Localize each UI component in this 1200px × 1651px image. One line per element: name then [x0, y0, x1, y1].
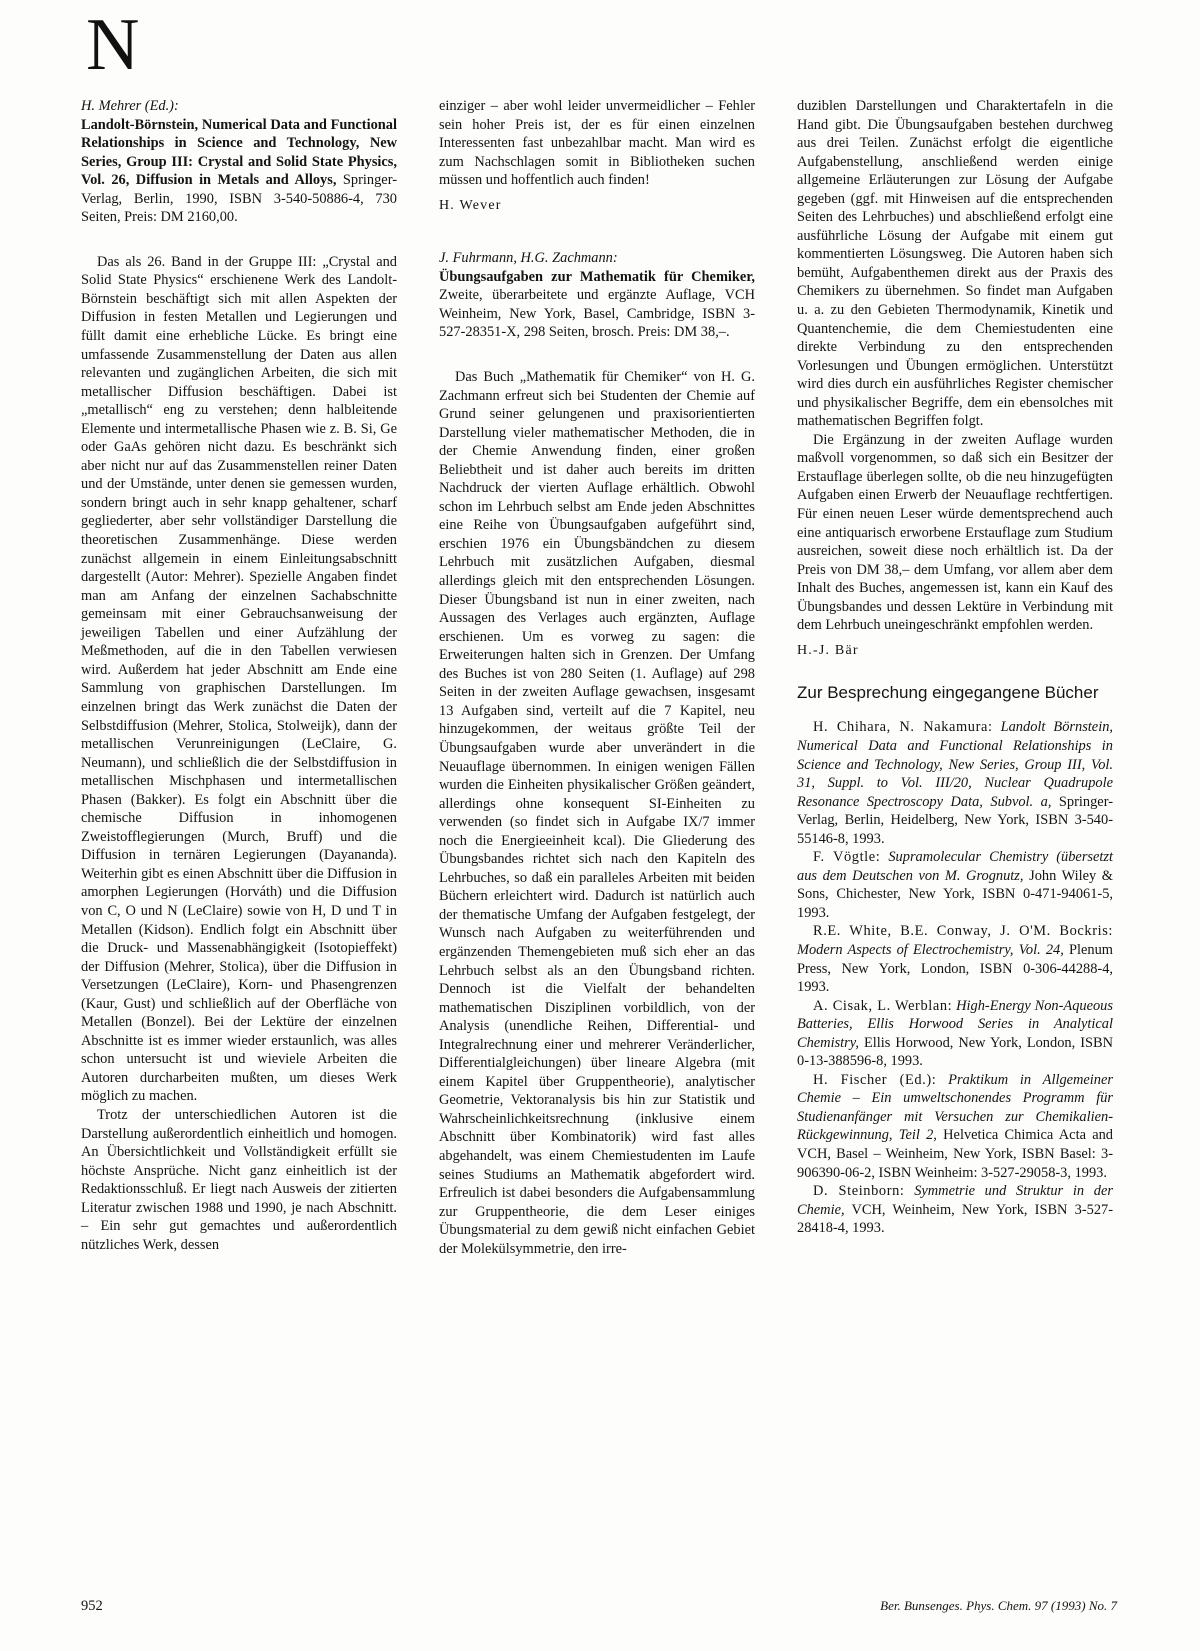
received-book-entry — [797, 997, 1113, 1071]
book-title: Landolt Börnstein, Numerical Data and Functional Relationships in Science and Technology, New Series, Group III, Vol. 31, Suppl. to Vol. III/20, Nuclear Quadrupole Resonance Spectroscopy Data, Subvol. a, — [797, 719, 1113, 810]
received-book-entry — [797, 922, 1113, 996]
book-title: Praktikum in Allgemeiner Chemie – Ein umweltschonendes Programm für Studienanfänger mit Versuchen zur Chemikalien-Rückgewinnung, Teil 2, — [797, 1071, 1113, 1144]
journal-citation: Ber. Bunsenges. Phys. Chem. 97 (1993) No. 7 — [880, 1598, 1117, 1613]
book-title: Symmetrie und Struktur in der Chemie, — [797, 1183, 1113, 1218]
review-1-paragraph: Das als 26. Band in der Gruppe III: „Crystal and Solid State Physics“ erschienene Werk des Landolt-Börnstein beschäftigt sich mit allen Aspekten der Diffusion in festen Metallen und Legierungen und füllt damit eine erhebliche Lücke. Es bringt eine umfassende Zusammenstellung der Daten aus allen relevanten und zugänglichen Arbeiten, die sich mit metallischer Diffusion beschäftigen. Dabei ist „metallisch“ eng zu verstehen; denn halbleitende Elemente und intermetallische Phasen wie z. B. Si, Ge oder GaAs gehören nicht dazu. Es beschränkt sich aber nicht nur auf das Zusammenstellen reiner Daten und der Umstände, unter denen sie gemessen wurden, sondern bringt auch in sehr knapp gehaltener, scharf gegliederter, aber sehr vollständiger Darstellung die theoretischen Zusammenhänge. Diese werden zunächst allgemein in einem Einleitungsabschnitt dargestellt (Autor: Mehrer). Spezielle Angaben findet man am Anfang der einzelnen Sachabschnitte gemeinsam mit einer Gebrauchsanweisung der jeweiligen Tabellen und einer Aufzählung der Meßmethoden, auf die in den Tabellen verwiesen wird. Außerdem hat jeder Abschnitt am Ende eine Sammlung von graphischen Darstellungen. Im einzelnen bringt das Werk zunächst die Daten der Selbstdiffusion (Mehrer, Stolica, Stolweijk), dann der metallischen Verunreinigungen (LeClaire, G. Neumann), und schließlich die der Selbstdiffusion in metallischen Mischphasen und intermetallischen Phasen (Bakker). Es folgt ein Abschnitt über die chemische Diffusion in inhomogenen Zweistofflegierungen (Murch, Bruff) und die Diffusion in ternären Legierungen (Dayananda). Weiterhin gibt es einen Abschnitt über die Diffusion in amorphen Legierungen (Horváth) und die Diffusion von C, O und N (LeClaire) sowie von H, D und T in Metallen (Kidson). Endlich folgt ein Abschnitt über die Druck- und Massenabhängigkeit (Isotopieffekt) der Diffusion (Mehrer, Stolica), über die Diffusion in Versetzungen (LeClaire), Korn- und Phasengrenzen (Kaur, Gust) und schließlich auf der Oberfläche von Metallen (Bonzel). Bei der Lektüre der einzelnen Abschnitte ist es immer wieder erstaunlich, was alles schon untersucht ist und wieviele Arbeiten die Autoren durcharbeiten mußten, um dieses Werk möglich zu machen. — [81, 253, 397, 1105]
review-1-reviewer: H. Wever — [439, 197, 502, 213]
received-book-entry — [797, 848, 1113, 922]
book-authors: F. Vögtle: — [813, 849, 881, 866]
book-publication-info: Springer-Verlag, Berlin, Heidelberg, New York, ISBN 3-540-55146-8, 1993. — [797, 793, 1113, 847]
review-2-authors: J. Fuhrmann, H.G. Zachmann: — [439, 250, 618, 267]
review-2-book-title: Übungsaufgaben zur Mathematik für Chemiker, — [439, 268, 755, 285]
book-publication-info: John Wiley & Sons, Chichester, New York, ISBN 0-471-94061-5, 1993. — [797, 867, 1113, 921]
column-2 — [439, 97, 755, 1258]
book-authors: A. Cisak, L. Werblan: — [813, 997, 953, 1014]
review-1-paragraph-continued: einziger – aber wohl leider unvermeidlicher – Fehler sein hoher Preis ist, der es für einen einzelnen Interessenten fast unbezahlbar macht. Man wird es zum Nachschlagen somit in Bibliotheken suchen müssen und hoffentlich auch finden! — [439, 98, 755, 189]
review-2-citation — [439, 249, 755, 342]
received-book-entry — [797, 1182, 1113, 1238]
book-authors: D. Steinborn: — [813, 1183, 905, 1200]
review-2-publication-info: Zweite, überarbeitete und ergänzte Auflage, VCH Weinheim, New York, Basel, Cambridge, ISBN 3-527-28351-X, 298 Seiten, brosch. Preis: DM 38,–. — [439, 287, 755, 341]
review-1-citation — [81, 97, 397, 227]
book-publication-info: Plenum Press, New York, London, ISBN 0-306-44288-4, 1993. — [797, 941, 1113, 996]
review-1-publication-info: Springer-Verlag, Berlin, 1990, ISBN 3-540-50886-4, 730 Seiten, Preis: DM 2160,00. — [81, 172, 397, 226]
received-books-heading: Zur Besprechung eingegangene Bücher — [797, 683, 1099, 703]
review-2-paragraph-continued: duziblen Darstellungen und Charaktertafeln in die Hand gibt. Die Übungsaufgaben bestehen durchweg aus drei Teilen. Zunächst erfolgt die eigentliche Aufgabenstellung, anschließend werden einige allgemeine Erläuterungen zur Lösung der Aufgabe gegeben (ggf. mit Hinweisen auf die entsprechenden Seiten des Lehrbuches) und abschließend erfolgt eine ausführliche Lösung der Aufgabe mit einem gut kommentierten Lösungsweg. Die Autoren haben sich bemüht, Aufgabenthemen direkt aus der Praxis des Chemikers zu übernehmen. So findet man Aufgaben u. a. zu den Gebieten Thermodynamik, Kinetik und Quantenchemie, die dem Chemiestudenten eine direkte Verbindung zu den entsprechenden Vorlesungen und Übungen ermöglichen. Unterstützt wird dies durch ein ausführliches Register chemischer und physikalischer Begriffe, dem ein ebensolches mit mathematischen Begriffen folgt. — [797, 98, 1113, 430]
review-2-paragraph: Die Ergänzung in der zweiten Auflage wurden maßvoll vorgenommen, so daß sich ein Besitzer der Erstauflage überlegen sollte, ob die neu hinzugefügten Aufgaben einen Erwerb der Neuauflage rechtfertigen. Für einen neuen Leser würde dementsprechend auch eine antiquarisch erworbene Erstauflage zum Studium ausreichen, soweit diese noch erhältlich ist. Da der Preis von DM 38,– dem Umfang, vor allem aber dem Inhalt des Buches, angemessen ist, kann ein Kauf des Übungsbandes und dessen Lektüre in Verbindung mit dem Lehrbuch uneingeschränkt empfohlen werden. — [797, 431, 1113, 634]
book-publication-info: Helvetica Chimica Acta and VCH, Basel – Weinheim, New York, ISBN Basel: 3-906390-06-2, ISBN Weinheim: 3-527-29058-3, 1993. — [797, 1127, 1113, 1181]
book-title: Supramolecular Chemistry (übersetzt aus dem Deutschen von M. Grognutz, — [797, 849, 1114, 884]
review-1-book-title: Landolt-Börnstein, Numerical Data and Functional Relationships in Science and Technology, New Series, Group III: Crystal and Solid State Physics, Vol. 26, Diffusion in Metals and Alloys, — [81, 116, 397, 189]
book-title: Modern Aspects of Electrochemistry, Vol. 24, — [797, 941, 1064, 958]
page-number: 952 — [81, 1598, 103, 1614]
section-letter: N — [86, 4, 140, 86]
column-1 — [81, 97, 397, 1254]
spacer — [439, 215, 755, 249]
book-publication-info: Ellis Horwood, New York, London, ISBN 0-13-388596-8, 1993. — [797, 1034, 1113, 1070]
received-book-entry — [797, 718, 1113, 848]
review-2-paragraph: Das Buch „Mathematik für Chemiker“ von H. G. Zachmann erfreut sich bei Studenten der Chemie auf Grund seiner gelungenen und praxisorientierten Darstellung vieler mathematischer Methoden, die in der Chemie Anwendung finden, einer großen Beliebtheit und ist daher auch bereits im dritten Nachdruck der vierten Auflage erhältlich. Obwohl schon im Lehrbuch selbst am Ende jeden Abschnittes eine Reihe von Übungsaufgaben aufgeführt sind, erschien 1976 ein Übungsbändchen zu diesem Lehrbuch mit zusätzlichen Aufgaben, diesmal allerdings gleich mit den entsprechenden Lösungen. Dieser Übungsband ist nun in einer zweiten, nach Aussagen des Verlages auch ergänzten, Auflage erschienen. Um es vorweg zu sagen: die Erweiterungen halten sich in Grenzen. Der Umfang des Buches ist von 280 Seiten (1. Auflage) auf 298 Seiten in der zweiten Auflage gewachsen, insgesamt 13 Aufgaben sind, verteilt auf die 7 Kapitel, neu hinzugekommen, der weitaus größte Teil der Übungsaufgaben wurde aber unverändert in die Neuauflage übernommen. In einigen wenigen Fällen wurden die Einheiten physikalischer Größen geändert, allerdings ohne konsequent SI-Einheiten zu verwenden (so findet sich in Aufgabe IX/7 immer noch die Energieeinheit kcal). Die Gliederung des Übungsbandes richtet sich nach den Kapiteln des Lehrbuches, so daß ein paralleles Arbeiten mit beiden Büchern erleichtert wird. Dadurch ist natürlich auch der thematische Umfang der Aufgaben festgelegt, der Wunsch nach Aufgaben zu weiterführenden und ergänzenden Themengebieten muß sich eher an das Lehrbuch selbst als an den Übungsband richten. Dennoch ist die Vielfalt der behandelten mathematischen Disziplinen vorbildlich, von der Analysis (unendliche Reihen, Differential- und Integralrechnung einer und mehrerer Veränderlicher, Differentialgleichungen) über lineare Algebra (mit einem Kapitel über Gruppentheorie), analytischer Geometrie, Vektoranalysis bis hin zur Statistik und Wahrscheinlichkeitsrechnung (inklusive einem Abschnitt über Kombinatorik) wird fast alles abgehandelt, was einem Chemiestudenten im Laufe seines Studiums an Mathematik abgefordert wird. Erfreulich ist dabei besonders die Aufgabensammlung zur Gruppentheorie, die dem Leser einiges Übungsmaterial zu dem gewiß nicht einfachen Gebiet der Molekülsymmetrie, den irre- — [439, 369, 755, 1257]
column-3 — [797, 97, 1113, 1238]
book-authors: H. Chihara, N. Nakamura: — [813, 719, 993, 736]
book-title: High-Energy Non-Aqueous Batteries, Ellis Horwood Series in Analytical Chemistry, — [797, 997, 1113, 1051]
book-authors: R.E. White, B.E. Conway, J. O'M. Bockris: — [813, 923, 1113, 940]
received-book-entry — [797, 1071, 1113, 1182]
book-publication-info: VCH, Weinheim, New York, ISBN 3-527-28418-4, 1993. — [797, 1201, 1113, 1237]
book-authors: H. Fischer (Ed.): — [813, 1071, 937, 1088]
review-1-paragraph: Trotz der unterschiedlichen Autoren ist die Darstellung außerordentlich einheitlich und homogen. An Übersichtlichkeit und Vollständigkeit erfüllt sie höchste Ansprüche. Nicht ganz einheitlich ist der Redaktionsschluß. Er liegt nach Ausweis der zitierten Literatur zwischen 1988 und 1990, je nach Abschnitt. – Ein sehr gut gemachtes und außerordentlich nützliches Werk, dessen — [81, 1106, 397, 1253]
review-2-reviewer: H.-J. Bär — [797, 642, 859, 658]
review-1-authors: H. Mehrer (Ed.): — [81, 98, 179, 114]
